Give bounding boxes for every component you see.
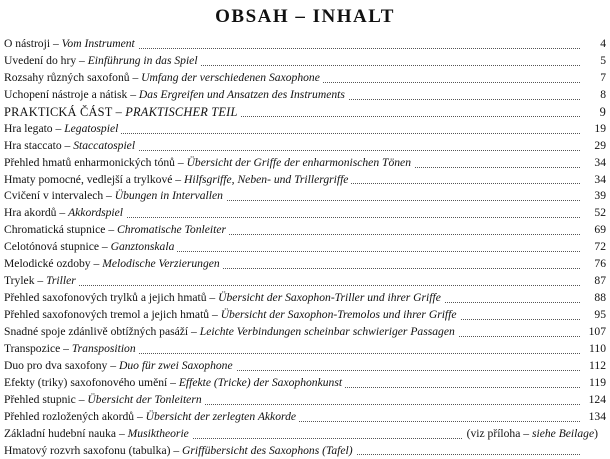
page-number: 112: [580, 358, 606, 375]
toc-row: Uchopení nástroje a nátisk – Das Ergreifen und Ansatzen des Instruments 8: [4, 87, 606, 104]
page-number: 76: [580, 256, 606, 273]
toc-row: Hra akordů – Akkordspiel 52: [4, 205, 606, 222]
toc-row: Efekty (triky) saxofonového umění – Effekte (Tricke) der Saxophonkunst 119: [4, 375, 606, 392]
page-number: 72: [580, 239, 606, 256]
page-number: 34: [580, 155, 606, 172]
page-number: 69: [580, 222, 606, 239]
toc-row: Hra legato – Legatospiel 19: [4, 121, 606, 138]
page-number: 29: [580, 138, 606, 155]
toc-row: Přehled stupnic – Übersicht der Tonleitern 124: [4, 392, 606, 409]
toc-row: Uvedení do hry – Einführung in das Spiel 5: [4, 53, 606, 70]
page-number: 124: [580, 392, 606, 409]
toc-row: Rozsahy různých saxofonů – Umfang der verschiedenen Saxophone 7: [4, 70, 606, 87]
page-number: 8: [580, 87, 606, 104]
page-number: 7: [580, 70, 606, 87]
toc-row: Přehled hmatů enharmonických tónů – Übersicht der Griffe der enharmonischen Tönen 34: [4, 155, 606, 172]
page-number: 9: [580, 104, 606, 121]
page-number: 87: [580, 273, 606, 290]
toc-row: Melodické ozdoby – Melodische Verzierungen 76: [4, 256, 606, 273]
page-number: 4: [580, 36, 606, 53]
toc-row: Transpozice – Transposition 110: [4, 341, 606, 358]
toc-row: Trylek – Triller 87: [4, 273, 606, 290]
toc-row: Základní hudební nauka – Musiktheorie (viz příloha – siehe Beilage): [4, 426, 606, 443]
toc-section-row: PRAKTICKÁ ČÁST – PRAKTISCHER TEIL 9: [4, 104, 606, 121]
toc-row: Celotónová stupnice – Ganztonskala 72: [4, 239, 606, 256]
page-number: 134: [580, 409, 606, 426]
page-number: 110: [580, 341, 606, 358]
appendix-note: (viz příloha – siehe Beilage): [463, 426, 598, 443]
toc-row: Přehled rozložených akordů – Übersicht der zerlegten Akkorde 134: [4, 409, 606, 426]
toc-row: Chromatická stupnice – Chromatische Tonleiter 69: [4, 222, 606, 239]
page-number: 19: [580, 121, 606, 138]
toc-row: Snadné spoje zdánlivě obtížných pasáží – Leichte Verbindungen scheinbar schwieriger Passagen 107: [4, 324, 606, 341]
toc-row: Hmatový rozvrh saxofonu (tabulka) – Griffübersicht des Saxophons (Tafel): [4, 443, 606, 459]
page-number: 39: [580, 188, 606, 205]
page-number: 52: [580, 205, 606, 222]
page-number: 119: [580, 375, 606, 392]
page-number: 34: [580, 172, 606, 189]
toc-row: Přehled saxofonových trylků a jejich hmatů – Übersicht der Saxophon-Triller und ihrer Griffe 88: [4, 290, 606, 307]
page-number: 88: [580, 290, 606, 307]
table-of-contents: [4, 36, 606, 459]
toc-row: Hmaty pomocné, vedlejší a trylkové – Hilfsgriffe, Neben- und Trillergriffe 34: [4, 172, 606, 189]
page-number: 95: [580, 307, 606, 324]
page-number: 5: [580, 53, 606, 70]
toc-row: Přehled saxofonových tremol a jejich hmatů – Übersicht der Saxophon-Tremolos und ihrer Griffe 95: [4, 307, 606, 324]
toc-row: Cvičení v intervalech – Übungen in Intervallen 39: [4, 188, 606, 205]
toc-row: O nástroji – Vom Instrument 4: [4, 36, 606, 53]
page-number: 107: [580, 324, 606, 341]
toc-row: Duo pro dva saxofony – Duo für zwei Saxophone 112: [4, 358, 606, 375]
toc-row: Hra staccato – Staccatospiel 29: [4, 138, 606, 155]
page-title: OBSAH – INHALT: [0, 6, 610, 28]
